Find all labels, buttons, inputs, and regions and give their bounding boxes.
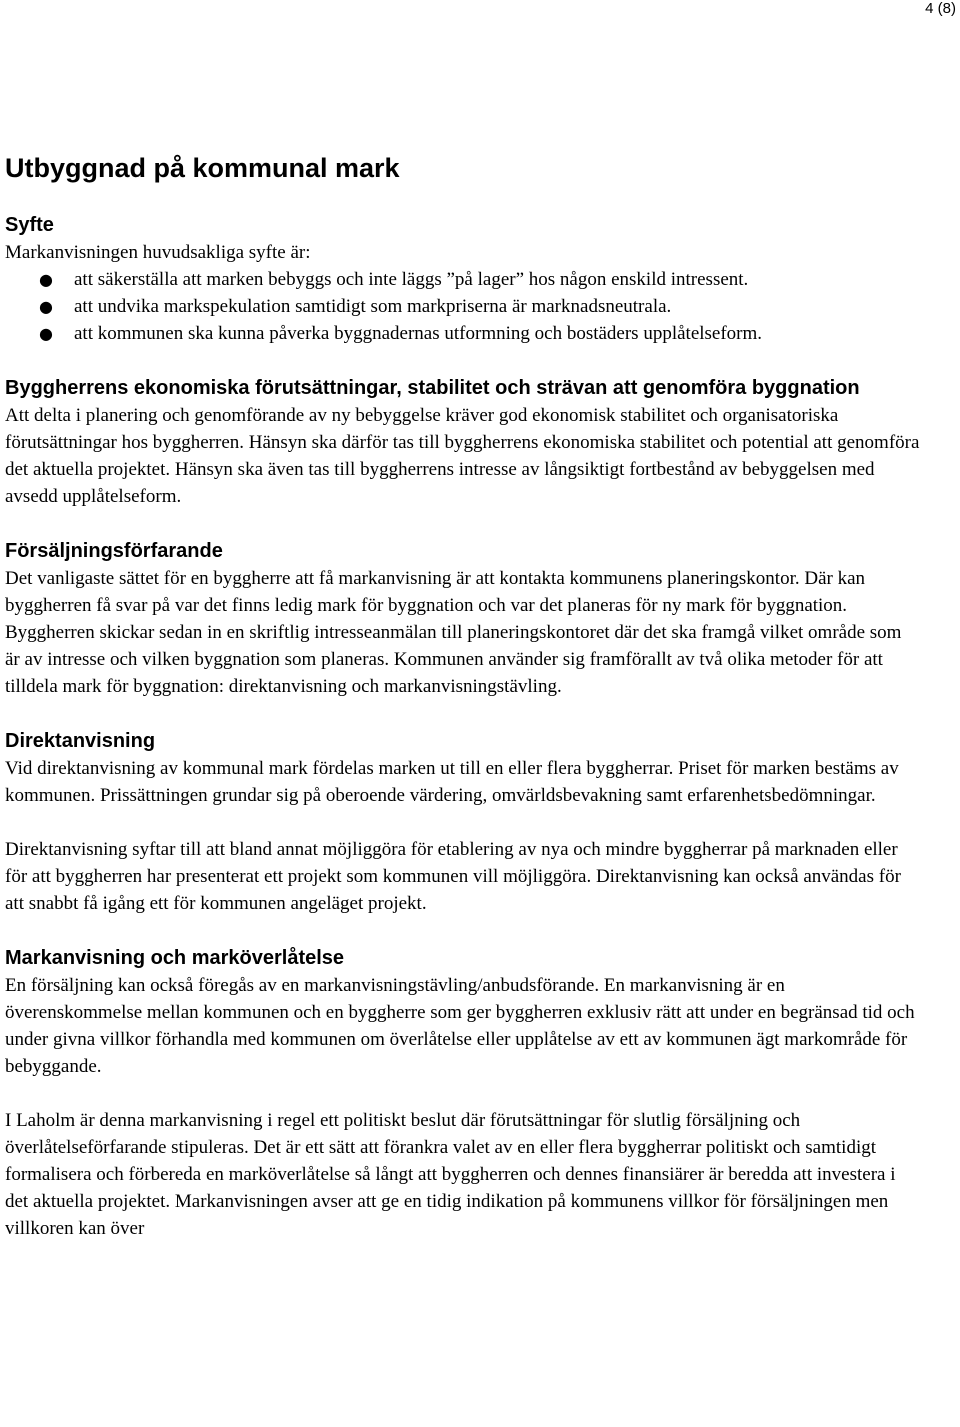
section-forsaljningsforfarande <box>5 538 920 700</box>
list-item-text: att undvika markspekulation samtidigt som markpriserna är marknadsneutrala. <box>74 296 672 317</box>
list-item <box>5 293 920 320</box>
section-intro: Markanvisningen huvudsakliga syfte är: <box>5 242 311 263</box>
list-item <box>5 266 920 293</box>
page-title: Utbyggnad på kommunal mark <box>5 153 400 183</box>
section-paragraph: Att delta i planering och genomförande av ny bebyggelse kräver god ekonomisk stabilitet och organisatoriska förutsättningar hos byggherren. Hänsyn ska därför tas till byggherrens ekonomiska stabilitet och potential att genomföra det aktuella projektet. Hänsyn ska även tas till byggherrens intresse av långsiktigt fortbestånd av bebyggelsen med avsedd upplåtelseform. <box>5 405 920 507</box>
section-heading: Syfte <box>5 214 54 236</box>
bullet-icon: ● <box>39 324 53 343</box>
bullet-icon: ● <box>39 270 53 289</box>
bullet-list <box>5 266 920 347</box>
section-paragraph: I Laholm är denna markanvisning i regel ett politiskt beslut där förutsättningar för slutlig försäljning och överlåtelseförfarande stipuleras. Det är ett sätt att förankra valet av en eller flera byggherrar politiskt och samtidigt formalisera och förbereda en marköverlåtelse så långt att byggherren och dennes finansiärer är beredda att investera i det aktuella projektet. Markanvisningen avser att ge en tidig indikation på kommunens villkor för försäljningen men villkoren kan över <box>5 1110 896 1239</box>
section-heading: Byggherrens ekonomiska förutsättningar, stabilitet och strävan att genomföra byggnation <box>5 377 860 399</box>
document-body <box>5 150 920 1270</box>
section-paragraph: En försäljning kan också föregås av en markanvisningstävling/anbudsförande. En markanvisning är en överenskommelse mellan kommunen och en byggherre som ger byggherren exklusiv rätt att under en begränsad tid och under givna villkor förhandla med kommunen om överlåtelse eller upplåtelse av ett av kommunen ägt markområde för bebyggande. <box>5 975 915 1077</box>
section-syfte <box>5 212 920 347</box>
page-number: 4 (8) <box>925 0 956 17</box>
section-paragraph: Vid direktanvisning av kommunal mark fördelas marken ut till en eller flera byggherrar. Priset för marken bestäms av kommunen. Prissättningen grundar sig på oberoende värdering, omvärldsbevakning samt erfarenhetsbedömningar. <box>5 758 899 806</box>
section-heading: Markanvisning och marköverlåtelse <box>5 947 345 969</box>
section-heading: Försäljningsförfarande <box>5 540 223 562</box>
section-ekonomiska-forutsattningar <box>5 375 920 510</box>
list-item <box>5 320 920 347</box>
list-item-text: att kommunen ska kunna påverka byggnadernas utformning och bostäders upplåtelseform. <box>74 323 763 344</box>
section-paragraph: Direktanvisning syftar till att bland annat möjliggöra för etablering av nya och mindre byggherrar på marknaden eller för att byggherren har presenterat ett projekt som kommunen vill möjliggöra. Direktanvisning kan också användas för att snabbt få igång ett för kommunen angeläget projekt. <box>5 839 901 914</box>
section-paragraph: Det vanligaste sättet för en byggherre att få markanvisning är att kontakta kommunens planeringskontor. Där kan byggherren få svar på var det finns ledig mark för byggnation och var det planeras för ny mark för byggnation. Byggherren skickar sedan in en skriftlig intresseanmälan till planeringskontoret där det ska framgå vilket område som är av intresse och vilken byggnation som planeras. Kommunen använder sig framförallt av två olika metoder för att tilldela mark för byggnation: direktanvisning och markanvisningstävling. <box>5 568 902 697</box>
section-heading: Direktanvisning <box>5 730 156 752</box>
list-item-text: att säkerställa att marken bebyggs och inte läggs ”på lager” hos någon enskild intressent. <box>74 269 749 290</box>
section-direktanvisning <box>5 728 920 917</box>
section-markanvisning <box>5 945 920 1242</box>
bullet-icon: ● <box>39 297 53 316</box>
